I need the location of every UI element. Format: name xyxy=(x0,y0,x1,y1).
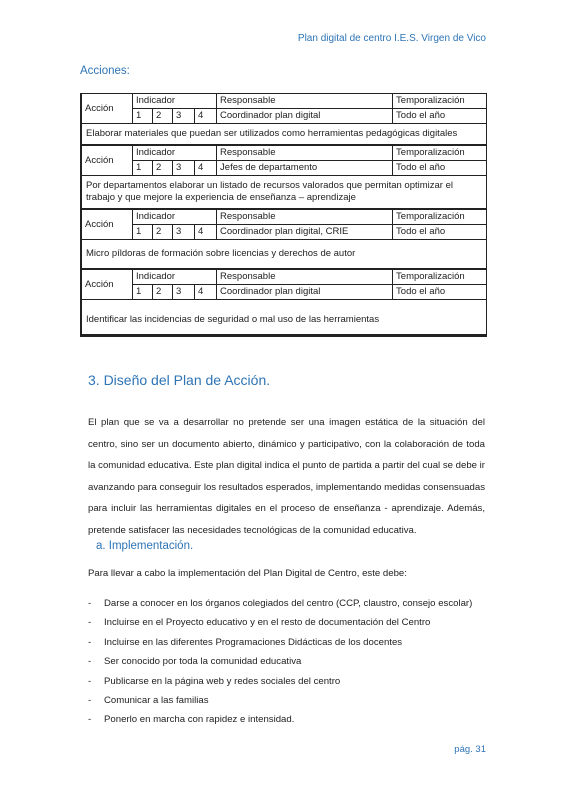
action-description: Identificar las incidencias de seguridad o mal uso de las herramientas xyxy=(82,300,487,335)
temporalizacion-label: Temporalización xyxy=(393,209,487,225)
list-dash: - xyxy=(88,636,92,648)
accion-label: Acción xyxy=(82,269,133,300)
indicador-value: 3 xyxy=(173,285,195,300)
action-values-row xyxy=(82,109,487,124)
actions-table xyxy=(80,93,487,337)
indicador-label: Indicador xyxy=(133,94,217,109)
indicador-value: 4 xyxy=(195,225,217,240)
temporalizacion-value: Todo el año xyxy=(393,225,487,240)
action-description: Elaborar materiales que puedan ser utilizados como herramientas pedagógicas digitales xyxy=(82,124,487,146)
list-dash: - xyxy=(88,675,92,687)
subsection-heading: a. Implementación. xyxy=(96,540,194,552)
indicador-label: Indicador xyxy=(133,209,217,225)
responsable-value: Coordinador plan digital xyxy=(217,285,393,300)
temporalizacion-value: Todo el año xyxy=(393,285,487,300)
responsable-label: Responsable xyxy=(217,209,393,225)
list-item xyxy=(88,672,472,691)
list-item-text: Ser conocido por toda la comunidad educativa xyxy=(104,656,302,668)
list-item-text: Incluirse en el Proyecto educativo y en el resto de documentación del Centro xyxy=(104,617,431,629)
list-item xyxy=(88,691,472,710)
action-description: Por departamentos elaborar un listado de recursos valorados que permitan optimizar el trabajo y que mejore la experiencia de enseñanza – aprendizaje xyxy=(82,176,487,210)
temporalizacion-label: Temporalización xyxy=(393,94,487,109)
list-dash: - xyxy=(88,617,92,629)
action-header-row xyxy=(82,269,487,285)
indicador-value: 2 xyxy=(153,109,173,124)
accion-label: Acción xyxy=(82,94,133,124)
temporalizacion-value: Todo el año xyxy=(393,109,487,124)
body-paragraph: El plan que se va a desarrollar no pretende ser una imagen estática de la situación del centro, sino ser un documento abierto, dinámico y participativo, con la colaboración de toda la comunidad educativa. Este plan digital indica el punto de partida a partir del cual se debe ir avanzando para conseguir los resultados esperados, implementando medidas consensuadas para incluir las herramientas digitales en el proceso de enseñanza - aprendizaje. Además, pretende satisfacer las necesidades tecnológicas de la comunidad educativa. xyxy=(88,417,485,536)
list-intro: Para llevar a cabo la implementación del Plan Digital de Centro, este debe: xyxy=(88,568,407,579)
action-description-row xyxy=(82,240,487,270)
indicador-value: 4 xyxy=(195,285,217,300)
responsable-value: Coordinador plan digital, CRIE xyxy=(217,225,393,240)
responsable-label: Responsable xyxy=(217,145,393,161)
indicador-value: 2 xyxy=(153,285,173,300)
list-item-text: Darse a conocer en los órganos colegiados del centro (CCP, claustro, consejo escolar) xyxy=(104,598,473,609)
indicador-value: 4 xyxy=(195,109,217,124)
accion-label: Acción xyxy=(82,209,133,240)
action-description-row xyxy=(82,300,487,335)
action-description: Micro píldoras de formación sobre licencias y derechos de autor xyxy=(82,240,487,270)
accion-label: Acción xyxy=(82,145,133,176)
action-header-row xyxy=(82,209,487,225)
list-item-text: Publicarse en la página web y redes sociales del centro xyxy=(104,675,341,687)
indicador-value: 1 xyxy=(133,161,153,176)
page-header-title: Plan digital de centro I.E.S. Virgen de Vico xyxy=(297,33,486,44)
list-item xyxy=(88,652,472,671)
indicador-label: Indicador xyxy=(133,269,217,285)
list-dash: - xyxy=(88,656,92,668)
acciones-label: Acciones: xyxy=(80,65,130,77)
action-values-row xyxy=(82,285,487,300)
list-dash: - xyxy=(88,694,92,706)
list-item xyxy=(88,594,472,613)
action-description-row xyxy=(82,176,487,210)
indicador-value: 2 xyxy=(153,161,173,176)
temporalizacion-label: Temporalización xyxy=(393,269,487,285)
action-values-row xyxy=(82,161,487,176)
temporalizacion-label: Temporalización xyxy=(393,145,487,161)
indicador-value: 1 xyxy=(133,285,153,300)
list-dash: - xyxy=(88,714,92,726)
indicador-value: 3 xyxy=(173,109,195,124)
responsable-value: Jefes de departamento xyxy=(217,161,393,176)
indicador-value: 3 xyxy=(173,161,195,176)
indicador-value: 3 xyxy=(173,225,195,240)
action-description-row xyxy=(82,124,487,146)
responsable-label: Responsable xyxy=(217,269,393,285)
temporalizacion-value: Todo el año xyxy=(393,161,487,176)
indicador-value: 1 xyxy=(133,109,153,124)
action-header-row xyxy=(82,145,487,161)
responsable-value: Coordinador plan digital xyxy=(217,109,393,124)
indicador-value: 2 xyxy=(153,225,173,240)
list-item-text: Incluirse en las diferentes Programaciones Didácticas de los docentes xyxy=(104,636,403,648)
indicador-label: Indicador xyxy=(133,145,217,161)
list-item xyxy=(88,613,472,632)
list-dash: - xyxy=(88,598,92,609)
list-item-text: Ponerlo en marcha con rapidez e intensidad. xyxy=(104,714,295,726)
implementation-list xyxy=(88,594,472,730)
indicador-value: 1 xyxy=(133,225,153,240)
list-item-text: Comunicar a las familias xyxy=(104,694,209,706)
action-values-row xyxy=(82,225,487,240)
action-header-row xyxy=(82,94,487,109)
page-number: pág. 31 xyxy=(454,744,486,755)
indicador-value: 4 xyxy=(195,161,217,176)
list-item xyxy=(88,710,472,729)
list-item xyxy=(88,633,472,652)
responsable-label: Responsable xyxy=(217,94,393,109)
section-heading: 3. Diseño del Plan de Acción. xyxy=(88,372,271,388)
